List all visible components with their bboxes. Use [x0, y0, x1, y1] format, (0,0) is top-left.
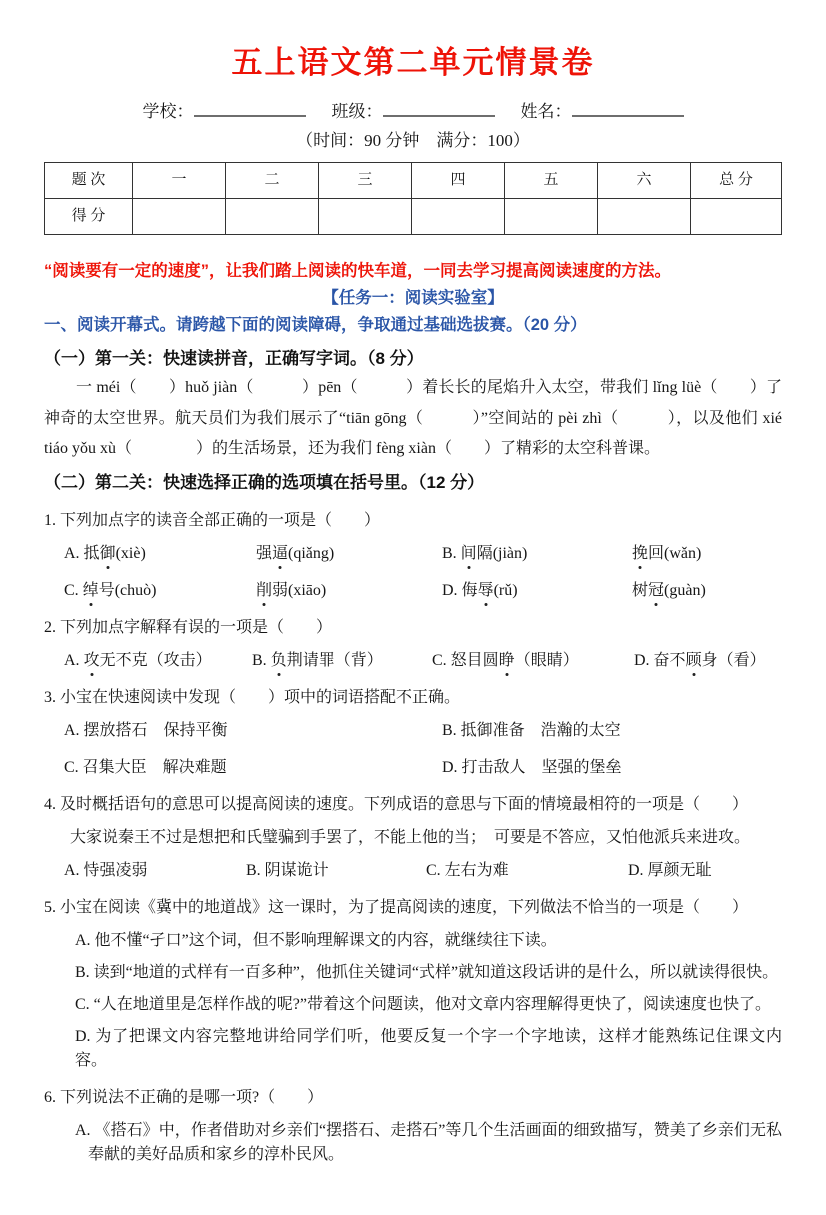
paper-title: 五上语文第二单元情景卷 [231, 45, 595, 80]
school-field [143, 99, 306, 125]
q1-option-b2: 挽回(wǎn) [632, 542, 782, 566]
q3-options [44, 719, 782, 780]
question-5 [44, 896, 782, 1073]
section1-heading: 一、阅读开幕式。请跨越下面的阅读障碍，争取通过基础选拔赛。（20 分） [44, 316, 587, 334]
score-cell[interactable] [598, 198, 691, 234]
q5-option-c: C. “人在地道里是怎样作战的呢?”带着这个问题读，他对文章内容理解得更快了，阅读速度也快了。 [75, 995, 771, 1013]
pinyin-passage: 一 méi（ ）huǒ jiàn（ ）pēn（ ）着长长的尾焰升入太空，带我们 lǐng lüè（ ）了神奇的太空世界。航天员们为我们展示了“tiān gōng（ ）”空间站的 pèi zhì（ ），以及他们 xié tiáo yǒu xù（ ）的生活场景，还为我们 fèng xiàn（ ）了精彩的太空科普课。 [44, 379, 782, 458]
part1-heading: （一）第一关：快速读拼音，正确写字词。（8 分） [44, 348, 424, 368]
q3-stem: 3. 小宝在快速阅读中发现（ ）项中的词语搭配不正确。 [44, 688, 461, 706]
time-score-line: （时间：90 分钟 满分：100） [296, 131, 530, 150]
q5-option-d: D. 为了把课文内容完整地讲给同学们听，他要反复一个字一个字地读，这样才能熟练记住课文内容。 [75, 1027, 782, 1069]
q1-option-a: A. 抵御(xiè) [64, 542, 256, 566]
q4-context: 大家说秦王不过是想把和氏璧骗到手罢了，不能上他的当； 可要是不答应，又怕他派兵来进攻。 [70, 828, 751, 846]
q2-option-b: B. 负荆请罪（背） [252, 649, 432, 673]
q4-option-a: A. 恃强凌弱 [64, 861, 148, 879]
school-label: 学校： [142, 101, 194, 121]
score-header-cell: 四 [412, 162, 505, 198]
q3-option-b: B. 抵御准备 浩瀚的太空 [442, 721, 621, 739]
name-blank[interactable] [572, 100, 684, 117]
question-2 [44, 616, 782, 673]
q1-option-c2: 削弱(xiāo) [256, 579, 442, 603]
name-field [521, 99, 684, 125]
question-6 [44, 1086, 782, 1167]
class-field [332, 99, 495, 125]
q4-option-c: C. 左右为难 [426, 861, 509, 879]
score-cell[interactable] [691, 198, 782, 234]
score-header-cell: 五 [505, 162, 598, 198]
part2-heading: （二）第二关：快速选择正确的选项填在括号里。（12 分） [44, 473, 485, 493]
student-info-row [44, 99, 782, 125]
task1-heading: 【任务一：阅读实验室】 [322, 289, 504, 308]
q1-options [44, 542, 782, 603]
score-header-cell: 六 [598, 162, 691, 198]
q4-option-d: D. 厚颜无耻 [628, 861, 712, 879]
q2-options [44, 649, 782, 673]
q1-option-c: C. 绰号(chuò) [64, 579, 256, 603]
q2-option-d: D. 奋不顾身（看） [634, 649, 782, 673]
name-label: 姓名： [520, 101, 572, 121]
score-table-score-row [45, 198, 782, 234]
score-row-label: 得 分 [45, 198, 133, 234]
q5-stem: 5. 小宝在阅读《冀中的地道战》这一课时，为了提高阅读的速度，下列做法不恰当的一项是（ ） [44, 898, 749, 916]
q2-option-a: A. 攻无不克（攻击） [64, 649, 252, 673]
score-header-cell: 总 分 [691, 162, 782, 198]
score-header-cell: 三 [319, 162, 412, 198]
score-table-header-row [45, 162, 782, 198]
reading-speed-intro: “阅读要有一定的速度”，让我们踏上阅读的快车道，一同去学习提高阅读速度的方法。 [44, 261, 671, 280]
q1-stem: 1. 下列加点字的读音全部正确的一项是（ ） [44, 511, 381, 529]
score-cell[interactable] [226, 198, 319, 234]
q1-option-d: D. 侮辱(rǔ) [442, 579, 632, 603]
question-4 [44, 793, 782, 883]
q6-options [44, 1119, 782, 1167]
score-cell[interactable] [133, 198, 226, 234]
school-blank[interactable] [194, 100, 306, 117]
q5-option-b: B. 读到“地道的式样有一百多种”，他抓住关键词“式样”就知道这段话讲的是什么，所以就读得很快。 [75, 963, 779, 981]
score-header-cell: 题 次 [45, 162, 133, 198]
q5-option-a: A. 他不懂“孑口”这个词，但不影响理解课文的内容，就继续往下读。 [75, 931, 557, 949]
score-table [44, 162, 782, 235]
q4-option-b: B. 阴谋诡计 [246, 861, 329, 879]
q6-option-a: A. 《搭石》中，作者借助对乡亲们“摆搭石、走搭石”等几个生活画面的细致描写，赞美了乡亲们无私奉献的美好品质和家乡的淳朴民风。 [75, 1121, 782, 1163]
class-blank[interactable] [383, 100, 495, 117]
score-cell[interactable] [319, 198, 412, 234]
q2-option-c: C. 怒目圆睁（眼睛） [432, 649, 634, 673]
q6-stem: 6. 下列说法不正确的是哪一项?（ ） [44, 1088, 324, 1106]
q3-option-c: C. 召集大臣 解决难题 [64, 758, 227, 776]
q3-option-d: D. 打击敌人 坚强的堡垒 [442, 758, 622, 776]
question-1 [44, 509, 782, 603]
score-cell[interactable] [412, 198, 505, 234]
q1-option-a2: 强逼(qiǎng) [256, 542, 442, 566]
question-3 [44, 686, 782, 780]
score-cell[interactable] [505, 198, 598, 234]
q4-stem: 4. 及时概括语句的意思可以提高阅读的速度。下列成语的意思与下面的情境最相符的一项是（ ） [44, 795, 749, 813]
q1-option-b: B. 间隔(jiàn) [442, 542, 632, 566]
q2-stem: 2. 下列加点字解释有误的一项是（ ） [44, 618, 333, 636]
class-label: 班级： [331, 101, 383, 121]
score-header-cell: 二 [226, 162, 319, 198]
score-header-cell: 一 [133, 162, 226, 198]
q1-option-d2: 树冠(guàn) [632, 579, 782, 603]
q4-options [44, 859, 782, 883]
q3-option-a: A. 摆放搭石 保持平衡 [64, 721, 228, 739]
q5-options [44, 929, 782, 1073]
